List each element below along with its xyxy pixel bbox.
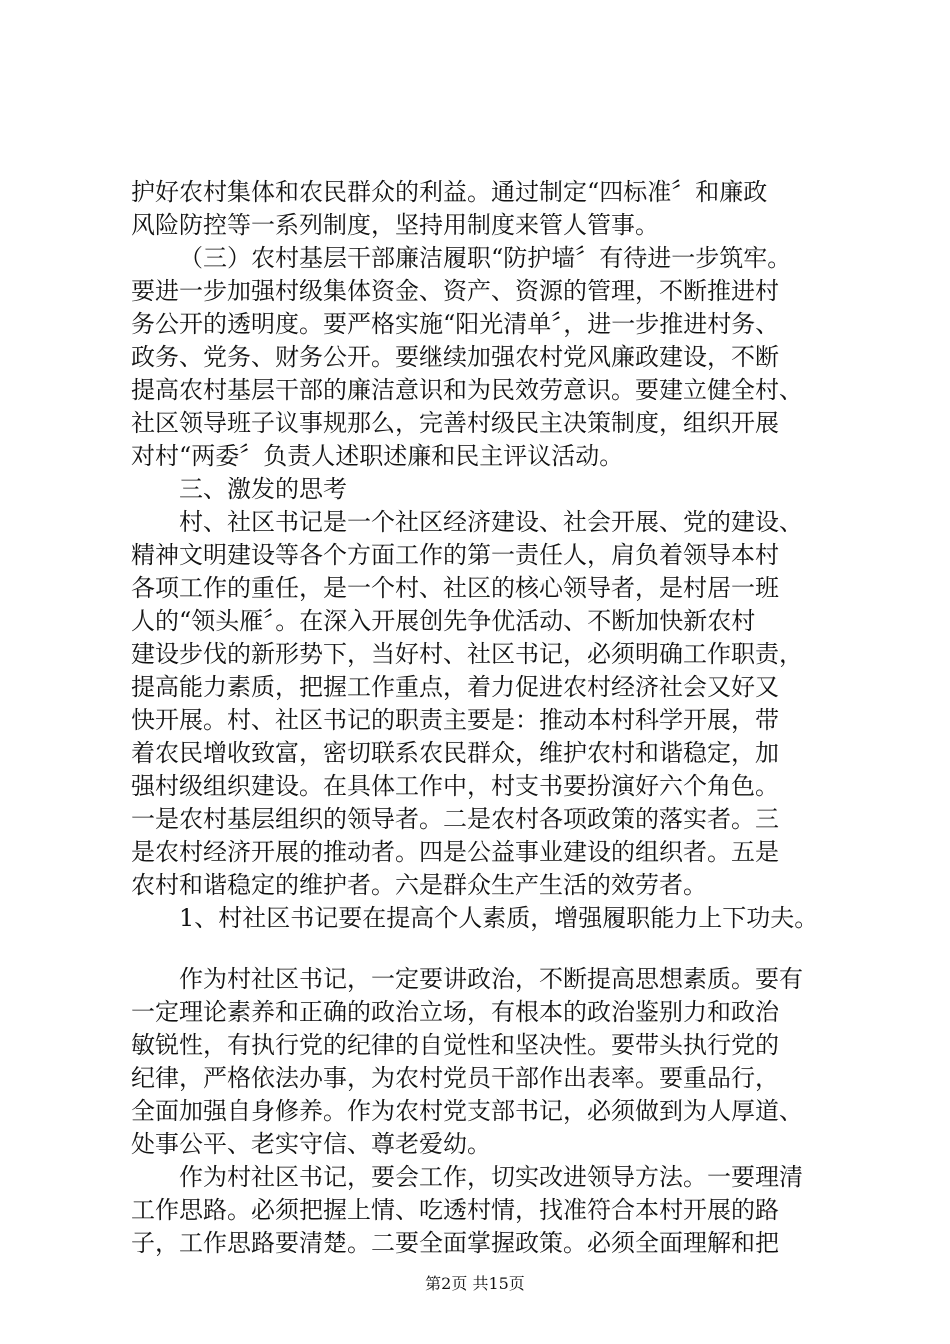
- text-line: 作为村社区书记，一定要讲政治，不断提高思想素质。要有: [179, 965, 803, 993]
- text-line: 政务、党务、财务公开。要继续加强农村党风廉政建设，不断: [131, 343, 779, 371]
- text-line: 农村和谐稳定的维护者。六是群众生产生活的效劳者。: [131, 871, 707, 899]
- text-line: 纪律，严格依法办事，为农村党员干部作出表率。要重品行，: [131, 1064, 779, 1092]
- text-line: 护好农村集体和农民群众的利益。通过制定“四标准〞和廉政: [131, 178, 768, 206]
- section-heading: （三）农村基层干部廉洁履职“防护墙〞有待进一步筑牢。: [179, 244, 792, 272]
- text-line: 建设步伐的新形势下，当好村、社区书记，必须明确工作职责，: [131, 640, 803, 668]
- text-line: 村、社区书记是一个社区经济建设、社会开展、党的建设、: [179, 508, 803, 536]
- section-heading: 三、激发的思考: [179, 475, 347, 503]
- text-line: 作为村社区书记，要会工作，切实改进领导方法。一要理清: [179, 1163, 803, 1191]
- subsection-heading: 1、村社区书记要在提高个人素质，增强履职能力上下功夫。: [179, 904, 819, 932]
- text-line: 一是农村基层组织的领导者。二是农村各项政策的落实者。三: [131, 805, 779, 833]
- text-line: 精神文明建设等各个方面工作的第一责任人，肩负着领导本村: [131, 541, 779, 569]
- text-line: 人的“领头雁〞。在深入开展创先争优活动、不断加快新农村: [131, 607, 756, 635]
- text-line: 子，工作思路要清楚。二要全面掌握政策。必须全面理解和把: [131, 1229, 779, 1257]
- text-line: 务公开的透明度。要严格实施“阳光清单〞，进一步推进村务、: [131, 310, 780, 338]
- text-line: 一定理论素养和正确的政治立场，有根本的政治鉴别力和政治: [131, 998, 779, 1026]
- text-line: 着农民增收致富，密切联系农民群众，维护农村和谐稳定，加: [131, 739, 779, 767]
- text-line: 强村级组织建设。在具体工作中，村支书要扮演好六个角色。: [131, 772, 779, 800]
- text-line: 处事公平、老实守信、尊老爱幼。: [131, 1130, 491, 1158]
- text-line: 是农村经济开展的推动者。四是公益事业建设的组织者。五是: [131, 838, 779, 866]
- text-line: 社区领导班子议事规那么，完善村级民主决策制度，组织开展: [131, 409, 779, 437]
- text-line: 风险防控等一系列制度，坚持用制度来管人管事。: [131, 211, 659, 239]
- text-line: 要进一步加强村级集体资金、资产、资源的管理，不断推进村: [131, 277, 779, 305]
- text-line: 工作思路。必须把握上情、吃透村情，找准符合本村开展的路: [131, 1196, 779, 1224]
- text-line: 对村“两委〞负责人述职述廉和民主评议活动。: [131, 442, 624, 470]
- text-line: 各项工作的重任，是一个村、社区的核心领导者，是村居一班: [131, 574, 779, 602]
- text-line: 快开展。村、社区书记的职责主要是：推动本村科学开展，带: [131, 706, 779, 734]
- text-line: 提高能力素质，把握工作重点，着力促进农村经济社会又好又: [131, 673, 779, 701]
- text-line: 提高农村基层干部的廉洁意识和为民效劳意识。要建立健全村、: [131, 376, 803, 404]
- text-line: 全面加强自身修养。作为农村党支部书记，必须做到为人厚道、: [131, 1097, 803, 1125]
- text-line: 敏锐性，有执行党的纪律的自觉性和坚决性。要带头执行党的: [131, 1031, 779, 1059]
- page-footer: 第2页 共15页: [425, 1274, 525, 1293]
